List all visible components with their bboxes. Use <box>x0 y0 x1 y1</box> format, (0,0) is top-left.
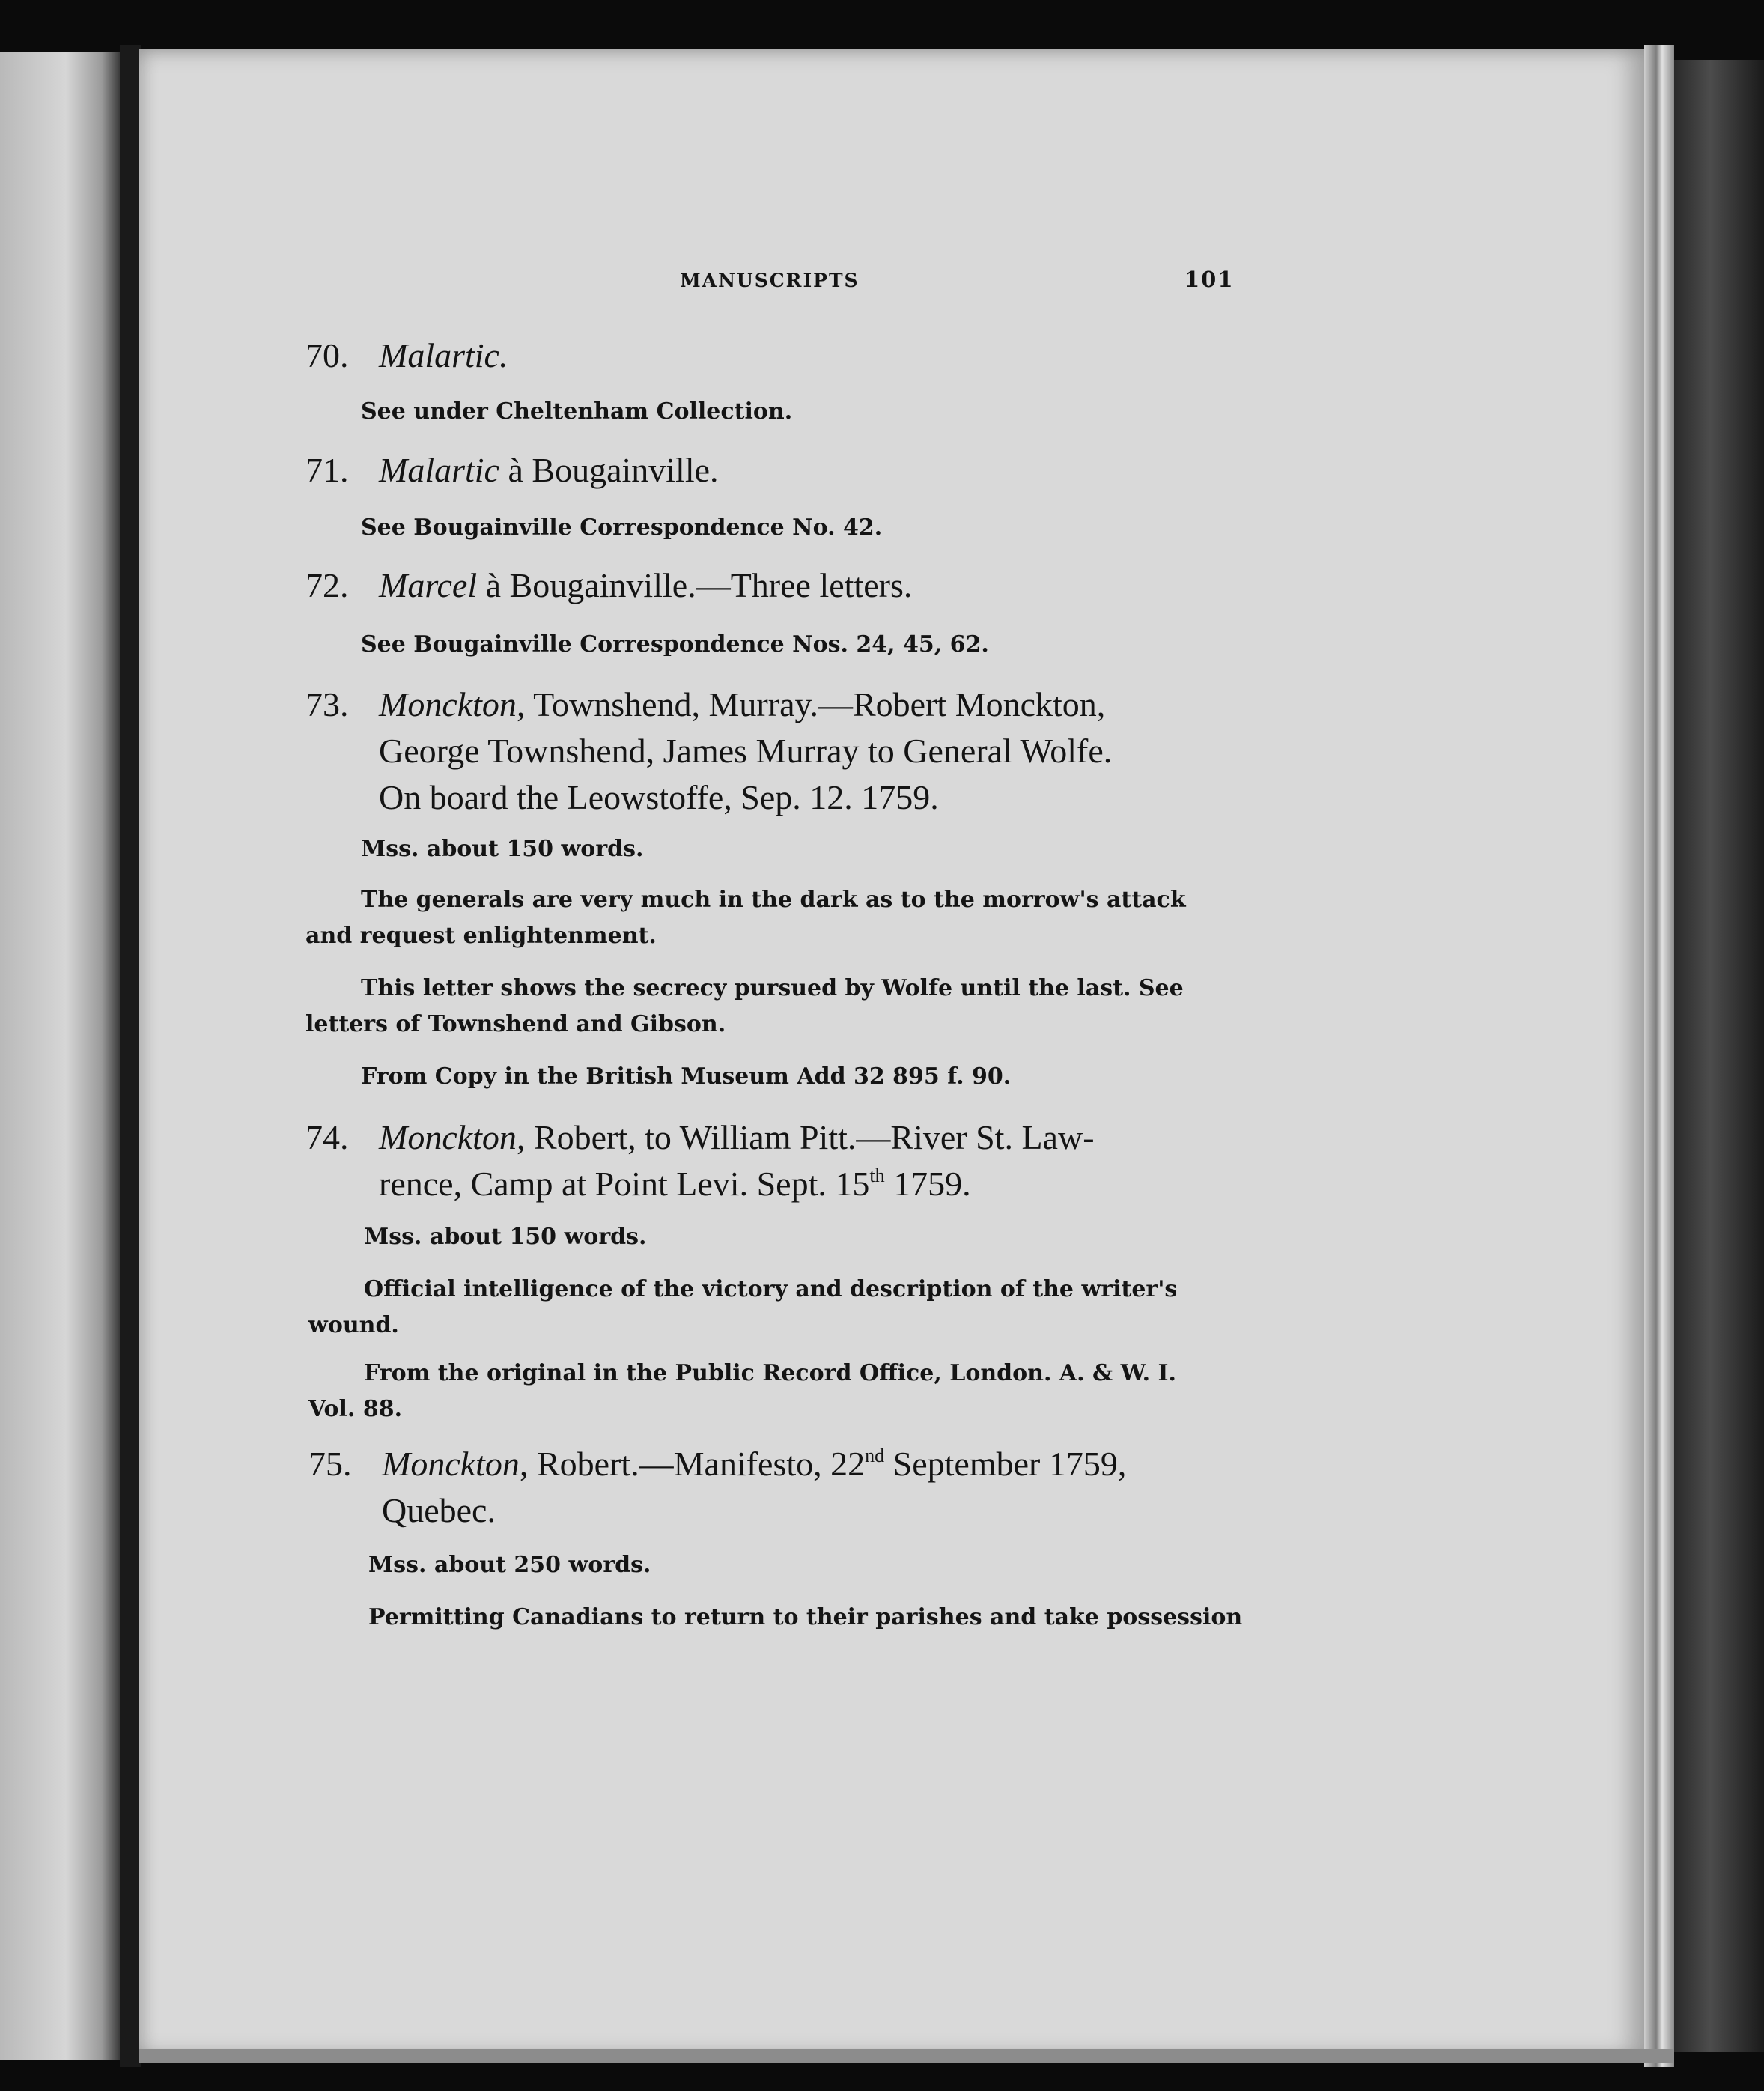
entry-note: Permitting Canadians to return to their parishes and take possession <box>368 1604 1243 1630</box>
entry-name: Monckton <box>382 1445 520 1483</box>
entry-heading-73 <box>305 682 1112 821</box>
entry-note: See Bougainville Correspondence No. 42. <box>361 515 883 541</box>
entry-note: The generals are very much in the dark as to the morrow's attack <box>361 887 1186 913</box>
entry-heading-text: On board the Leowstoffe, Sep. 12. 1759. <box>379 778 939 816</box>
entry-name: Malartic <box>379 451 499 489</box>
entry-note: wound. <box>308 1312 399 1338</box>
entry-heading-74 <box>305 1114 1095 1207</box>
entry-heading-text: , Robert, to William Pitt.—River St. Law- <box>516 1118 1095 1156</box>
entry-number: 72. <box>305 566 349 604</box>
running-title: MANUSCRIPTS <box>680 270 860 291</box>
entry-heading-text: , Townshend, Murray.—Robert Monckton, <box>516 685 1106 723</box>
entry-heading-text: 1759. <box>884 1165 971 1203</box>
entry-heading-text: à Bougainville.—Three letters. <box>477 566 913 604</box>
entry-note: See under Cheltenham Collection. <box>361 398 793 425</box>
entry-heading-70 <box>305 333 508 379</box>
entry-heading-text: George Townshend, James Murray to General Wolfe. <box>379 732 1113 770</box>
entry-note: Mss. about 250 words. <box>368 1552 651 1578</box>
entry-note: and request enlightenment. <box>305 923 657 949</box>
entry-note: Mss. about 150 words. <box>364 1224 647 1250</box>
entry-note: From Copy in the British Museum Add 32 895 f. 90. <box>361 1063 1012 1090</box>
entry-number: 75. <box>308 1445 352 1483</box>
entry-heading-72 <box>305 562 912 609</box>
entry-note: From the original in the Public Record Office, London. A. & W. I. <box>364 1360 1176 1386</box>
entry-heading-continued <box>305 1161 1095 1207</box>
entry-name: Marcel <box>379 566 478 604</box>
entry-note: See Bougainville Correspondence Nos. 24, 45, 62. <box>361 631 989 658</box>
entry-heading-71 <box>305 447 719 494</box>
entry-note: Mss. about 150 words. <box>361 836 644 862</box>
page-number: 101 <box>1184 267 1235 292</box>
entry-number: 73. <box>305 685 349 723</box>
entry-number: 70. <box>305 336 349 374</box>
ordinal-suffix: th <box>869 1165 885 1186</box>
entry-number: 71. <box>305 451 349 489</box>
entry-heading-text: Quebec. <box>382 1491 496 1529</box>
entry-heading-text: à Bougainville. <box>499 451 719 489</box>
entry-heading-75 <box>308 1441 1126 1534</box>
entry-note: letters of Townshend and Gibson. <box>305 1011 726 1037</box>
entry-note: This letter shows the secrecy pursued by Wolfe until the last. See <box>361 975 1184 1001</box>
entry-note: Vol. 88. <box>308 1396 403 1422</box>
entry-number: 74. <box>305 1118 349 1156</box>
entry-heading-text: , Robert.—Manifesto, 22 <box>519 1445 866 1483</box>
entry-heading-text: rence, Camp at Point Levi. Sept. 15 <box>379 1165 870 1203</box>
entry-heading-text: September 1759, <box>884 1445 1127 1483</box>
entry-note: Official intelligence of the victory and description of the writer's <box>364 1276 1178 1302</box>
entry-name: Monckton <box>379 1118 517 1156</box>
ordinal-suffix: nd <box>865 1445 885 1466</box>
entry-name: Malartic. <box>379 336 508 374</box>
entry-name: Monckton <box>379 685 517 723</box>
